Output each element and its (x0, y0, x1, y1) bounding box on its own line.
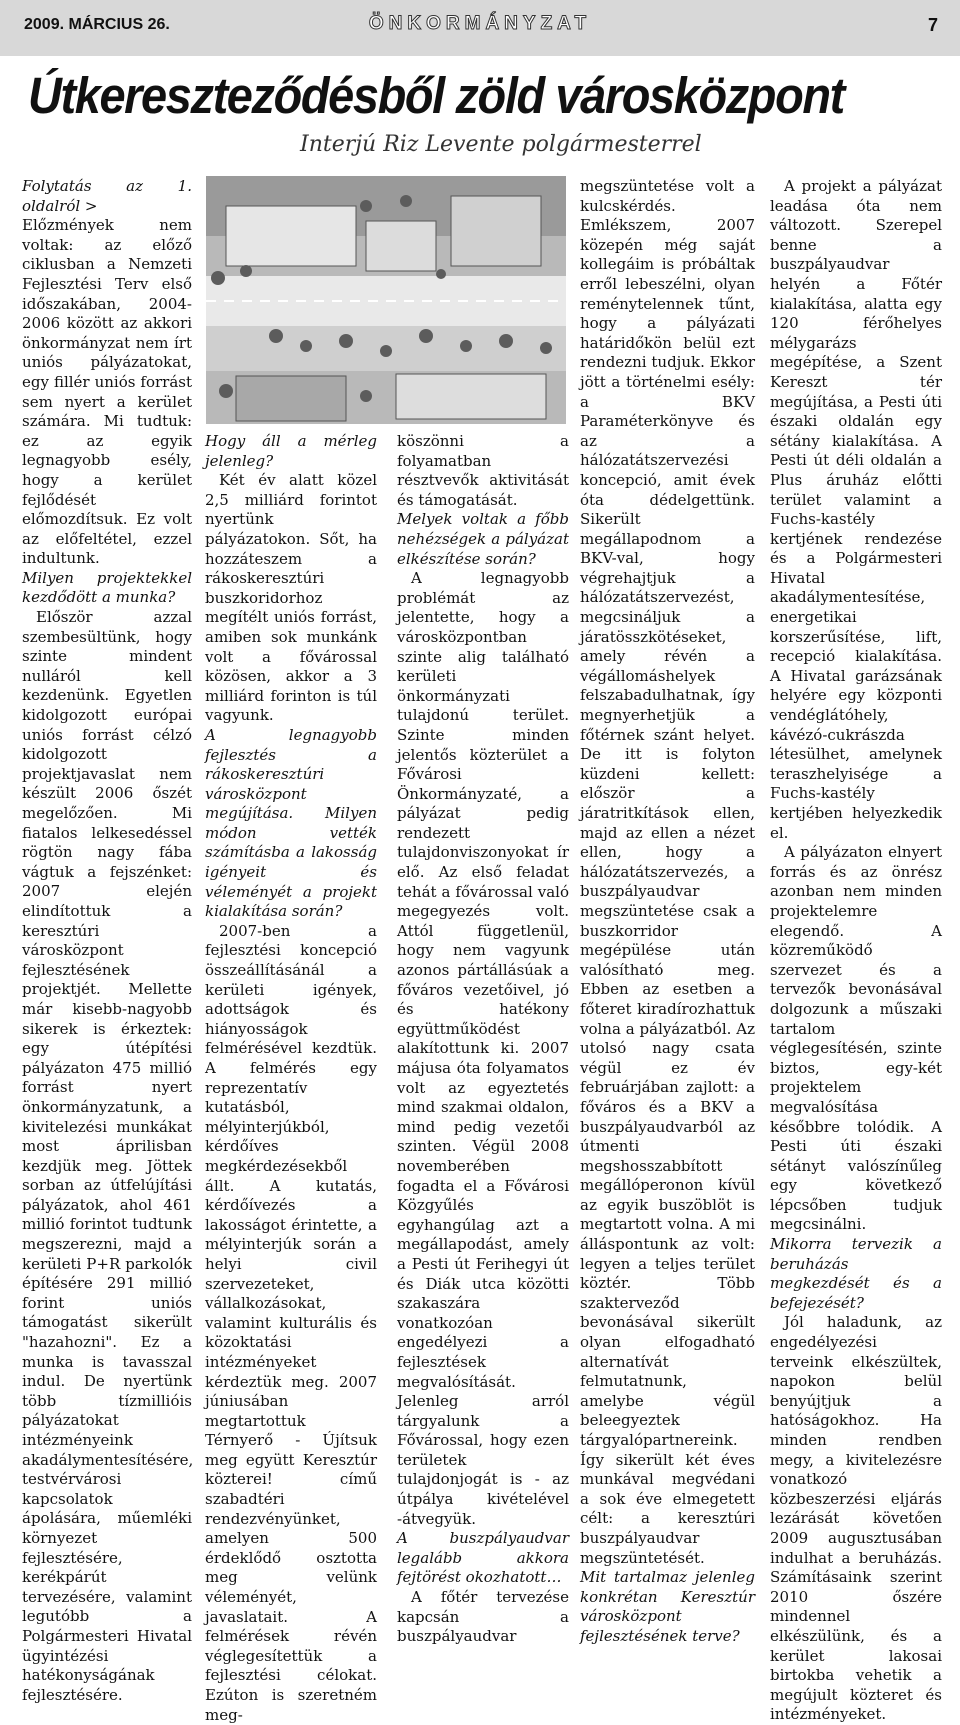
interview-question: Folytatás az 1. oldalról > (22, 177, 192, 215)
interview-question: Mikorra tervezik a beruházás megkezdését és a befejezését? (770, 1235, 942, 1312)
article-paragraph: A projekt a pályázat leadása óta nem változott. Szerepel benne a buszpályaudvar helyén a Főtér kialakítása, alatta egy 120 férőhelyes mélygarázs megépítése, a Szent Kereszt tér megújítása, a Pesti úti északi oldalán egy sétány kialakítása. A Pesti út déli oldalán a Plus áruház előtti terület valamint a Fuchs-kastély kertjének rendezése és a Polgármesteri Hivatal akadálymentesítése, energetikai korszerűsítése, lift, recepció kialakítása. A Hivatal garázsának helyére egy központi vendéglátóhely, kávézó-cukrászda létesülhet, amelynek teraszhelyisége a Fuchs-kastély kertjében helyezkedik el. (770, 177, 942, 842)
article-subtitle: Interjú Riz Levente polgármesterrel (300, 132, 702, 157)
text-column-5 (770, 177, 942, 1725)
interview-question: Melyek voltak a főbb nehézségek a pályázat elkészítése során? (397, 510, 569, 568)
page-number: 7 (927, 15, 938, 35)
text-column-2 (205, 432, 377, 1725)
text-column-4 (580, 177, 755, 1647)
article-paragraph: Két év alatt közel 2,5 milliárd forintot nyertünk pályázatokon. Sőt, ha hozzáteszem a rákoskeresztúri buszkoridorhoz megítélt uniós forrást, amiben sok munkánk volt a fővárossal közösen, akkor a 3 milliárd forinton is túl vagyunk. (205, 471, 377, 725)
interview-question: A legnagyobb fejlesztés a rákoskeresztúri városközpont megújítása. Milyen módon vették számításba a lakosság igényeit és véleményét a projekt kialakítása során? (205, 725, 377, 921)
page-header (0, 0, 960, 56)
article-paragraph: A legnagyobb problémát az jelentette, hogy a városközpontban szinte alig található kerületi önkormányzati tulajdonú terület. Szinte minden jelentős közterület a Fővárosi Önkormányzaté, a pályázat pedig rendezett tulajdonviszonyokat ír elő. Az első feladat tehát a fővárossal való megegyezés volt. Attól függetlenül, hogy nem vagyunk azonos pártállásúak a főváros vezetőivel, jó és hatékony együttműködést alakítottunk ki. 2007 májusa óta folyamatos volt az egyeztetés mind szakmai oldalon, mind pedig vezetői szinten. Végül 2008 novemberében fogadta el a Fővárosi Közgyűlés egyhangúlag azt a megállapodást, amely a Pesti út Ferihegyi út és Diák utca közötti szakaszára vonatkozóan engedélyezi a fejlesztések megvalósítását. Jelenleg arról tárgyalunk a Fővárossal, hogy ezen területek tulajdonjogát is - az útpálya kivételével -átvegyük. (397, 569, 569, 1528)
article-title: Útkereszteződésből zöld városközpont (28, 67, 844, 124)
article-paragraph: Jól haladunk, az engedélyezési terveink elkészültek, napokon belül benyújtjuk a hatóságokhoz. Ha minden rendben megy, a kivitelezésre vonatkozó közbeszerzési eljárás lezárását követően 2009 augusztusában indulhat a beruházás. Számításaink szerint 2010 őszére mindennel elkészülünk, és a kerület lakosai birtokba vehetik a megújult közteret és intézményeket. (770, 1313, 942, 1724)
issue-date: 2009. MÁRCIUS 26. (24, 16, 170, 33)
interview-question: A buszpályaudvar legalább akkora fejtörést okozhatott… (397, 1529, 569, 1587)
text-column-1 (22, 177, 192, 1705)
text-column-3 (397, 432, 569, 1647)
site-plan-drawing (206, 176, 566, 424)
site-plan-image (206, 176, 566, 424)
section-title: ÖNKORMÁNYZAT (368, 13, 592, 34)
article-paragraph: Előzmények nem voltak: az előző ciklusban a Nemzeti Fejlesztési Terv első időszakában, 2004-2006 között az akkori önkormányzat nem írt uniós pályázatokat, egy fillér uniós forrást sem nyert a kerület számára. Mi tudtuk: ez az egyik legnagyobb esély, hogy a kerület fejlődését előmozdítsuk. Ez volt az előfeltétel, ezzel indultunk. (22, 216, 192, 568)
article-paragraph: 2007-ben a fejlesztési koncepció összeállításánál a kerületi igények, adottságok és hiányosságok felmérésével kezdtük. A felmérés egy reprezentatív kutatásból, mélyinterjúkból, kérdőíves megkérdezésekből állt. A kutatás, kérdőívezés a lakosságot érintette, a mélyinterjúk során a helyi civil szervezeteket, vállalkozásokat, valamint kulturális és közoktatási intézményeket kérdeztük meg. 2007 júniusában megtartottuk Térnyerő - Újítsuk meg együtt Keresztúr közterei! című szabadtéri rendezvényünket, amelyen 500 érdeklődő osztotta meg velünk véleményét, javaslatait. A felmérések révén véglegesítettük a fejlesztési célokat. Ezúton is szeretném meg- (205, 921, 377, 1724)
interview-question: Hogy áll a mérleg jelenleg? (205, 432, 377, 470)
interview-question: Milyen projektekkel kezdődött a munka? (22, 568, 192, 607)
interview-question: Mit tartalmaz jelenleg konkrétan Keresztúr városközpont fejlesztésének terve? (580, 1568, 755, 1645)
article-paragraph: Először azzal szembesültünk, hogy szinte mindent nulláról kell kezdenünk. Egyetlen kidolgozott európai uniós forrást célzó kidolgozott projektjavaslat nem készült 2006 őszét megelőzően. Mi fiatalos lelkesedéssel rögtön nagy fába vágtuk a fejszénket: 2007 elején elindítottuk a keresztúri városközpont fejlesztésének projektjét. Mellette már kisebb-nagyobb sikerek is érkeztek: egy útépítési pályázaton 475 millió forrást nyert önkormányzatunk, a kivitelezési munkákat most áprilisban kezdjük meg. Jöttek sorban az útfelújítási pályázatok, ahol 461 millió forintot tudtunk megszerezni, majd a kerületi P+R parkolók építésére 291 millió forint uniós támogatást sikerült "hazahozni". Ez a munka is tavasszal indul. De nyertünk több tízmillióis pályázatokat intézményeink akadálymentesítésére, testvérvárosi kapcsolatok ápolására, műemléki környezet fejlesztésére, kerékpárút tervezésére, valamint legutóbb a Polgármesteri Hivatal ügyintézési hatékonyságának fejlesztésére. (22, 608, 194, 1704)
article-paragraph: köszönni a folyamatban résztvevők aktivitását és támogatását. (397, 432, 569, 509)
article-paragraph: A pályázaton elnyert forrás és az önrész azonban nem minden projektelemre elegendő. A közreműködő szervezet és a tervezők bevonásával dolgozunk a műszaki tartalom véglegesítésén, szinte biztos, egy-két projektelem megvalósítása későbbre tolódik. A Pesti úti északi sétányt valószínűleg egy következő lépcsőben tudjuk megcsinálni. (770, 843, 942, 1234)
article-paragraph: megszüntetése volt a kulcskérdés. Emlékszem, 2007 közepén még saját kollegáim is próbáltak erről lebeszélni, olyan reménytelennek tűnt, hogy a pályázati határidőkön belül ezt rendezni tudjuk. Ekkor jött a történelmi esély: a BKV Paraméterkönyve és az a hálózatátszervezési koncepció, amit évek óta dédelgettünk. Sikerült megállapodnom a BKV-val, hogy végrehajtjuk a hálózatátszervezést, megcsináljuk a járatösszkötéseket, amely révén a végállomáshelyek felszabadulhatnak, így megnyerhetjük a főtérnek szánt helyet. De itt is folyton küzdeni kellett: először a járatritkítások ellen, majd az ellen a nézet ellen, hogy a hálózatátszervezés, a buszpályaudvar megszüntetése csak a buszkorridor megépülése után valósítható meg. Ebben az esetben a főteret kiradírozhattuk volna a pályázatból. Az utolsó nagy csata végül ez év februárjában zajlott: a főváros és a BKV a buszpályaudvarból az útmenti megshosszabbított megállóperonon kívül az egyik buszöblöt is megtartott volna. A mi álláspontunk az volt: legyen a teljes terület köztér. Több szakterveződ bevonásával sikerült olyan elfogadható alternatívát felmutatnunk, amelybe végül beleegyeztek tárgyalópartnereink. Így sikerült két éves munkával megvédani a sok éve elmegetett célt: a keresztúri buszpályaudvar megszüntetését. (580, 177, 755, 1567)
article-paragraph: A főtér tervezése kapcsán a buszpályaudvar (397, 1588, 569, 1646)
